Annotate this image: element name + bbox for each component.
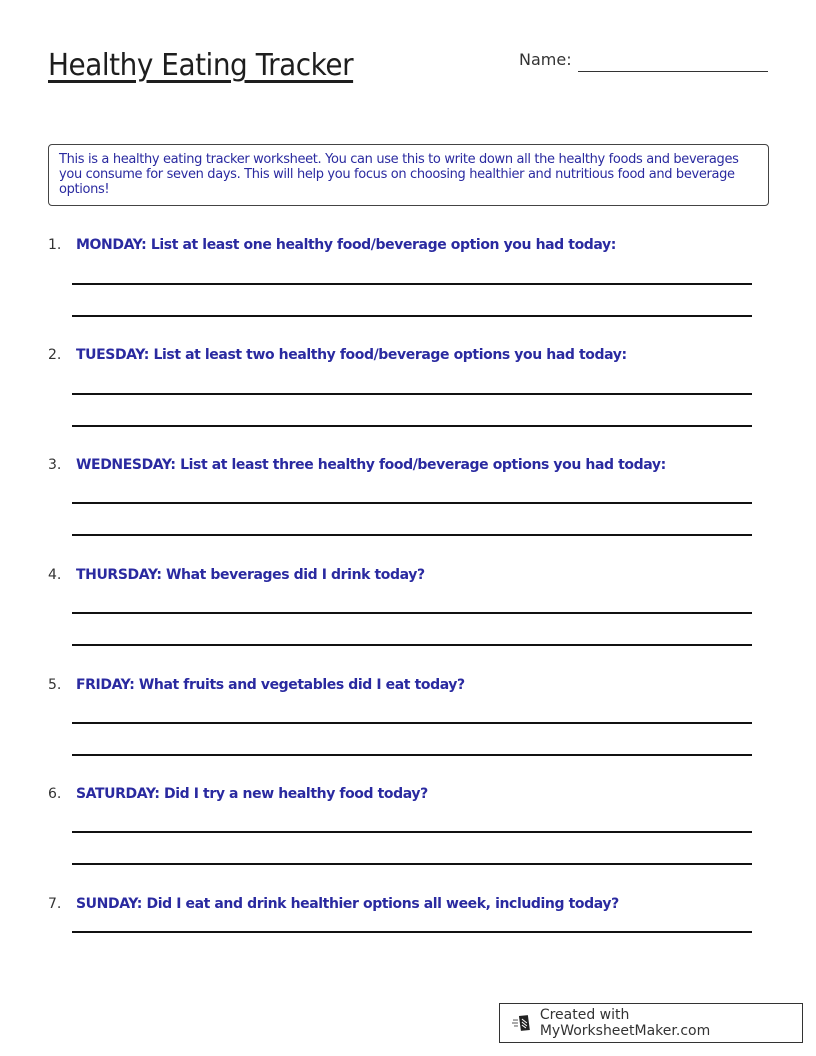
name-field-group bbox=[519, 50, 768, 69]
question-1 bbox=[48, 236, 752, 254]
question-text: SATURDAY: Did I try a new healthy food today? bbox=[76, 786, 428, 802]
answer-line[interactable] bbox=[72, 722, 752, 724]
question-text: SUNDAY: Did I eat and drink healthier options all week, including today? bbox=[76, 896, 619, 912]
answer-line[interactable] bbox=[72, 315, 752, 317]
answer-line[interactable] bbox=[72, 644, 752, 646]
question-number: 6. bbox=[48, 786, 62, 802]
answer-line[interactable] bbox=[72, 863, 752, 865]
question-text: MONDAY: List at least one healthy food/beverage option you had today: bbox=[76, 237, 616, 253]
question-2 bbox=[48, 346, 752, 364]
worksheet-title: Healthy Eating Tracker bbox=[48, 48, 354, 83]
question-number: 2. bbox=[48, 347, 62, 363]
question-text: WEDNESDAY: List at least three healthy food/beverage options you had today: bbox=[76, 457, 666, 473]
question-text: FRIDAY: What fruits and vegetables did I eat today? bbox=[76, 677, 465, 693]
answer-line[interactable] bbox=[72, 393, 752, 395]
question-6 bbox=[48, 785, 752, 803]
answer-line[interactable] bbox=[72, 831, 752, 833]
question-number: 4. bbox=[48, 567, 62, 583]
answer-line[interactable] bbox=[72, 612, 752, 614]
answer-line[interactable] bbox=[72, 502, 752, 504]
question-5 bbox=[48, 676, 752, 694]
answer-line[interactable] bbox=[72, 931, 752, 933]
question-4 bbox=[48, 566, 752, 584]
question-number: 1. bbox=[48, 237, 62, 253]
name-input-line[interactable] bbox=[578, 71, 768, 72]
question-text: THURSDAY: What beverages did I drink today? bbox=[76, 567, 425, 583]
intro-box: This is a healthy eating tracker worksheet. You can use this to write down all the healthy foods and beverages you consume for seven days. This will help you focus on choosing healthier and nutritious food and beverage options! bbox=[48, 144, 769, 206]
footer-text: Created with MyWorksheetMaker.com bbox=[539, 1007, 711, 1039]
worksheet-maker-logo-icon bbox=[512, 1013, 532, 1033]
question-number: 3. bbox=[48, 457, 62, 473]
question-number: 7. bbox=[48, 896, 62, 912]
answer-line[interactable] bbox=[72, 283, 752, 285]
question-3 bbox=[48, 456, 752, 474]
question-text: TUESDAY: List at least two healthy food/beverage options you had today: bbox=[76, 347, 627, 363]
answer-line[interactable] bbox=[72, 754, 752, 756]
name-label: Name: bbox=[519, 50, 572, 69]
answer-line[interactable] bbox=[72, 534, 752, 536]
footer-credit[interactable] bbox=[499, 1003, 803, 1043]
answer-line[interactable] bbox=[72, 425, 752, 427]
question-number: 5. bbox=[48, 677, 62, 693]
question-7 bbox=[48, 895, 752, 913]
